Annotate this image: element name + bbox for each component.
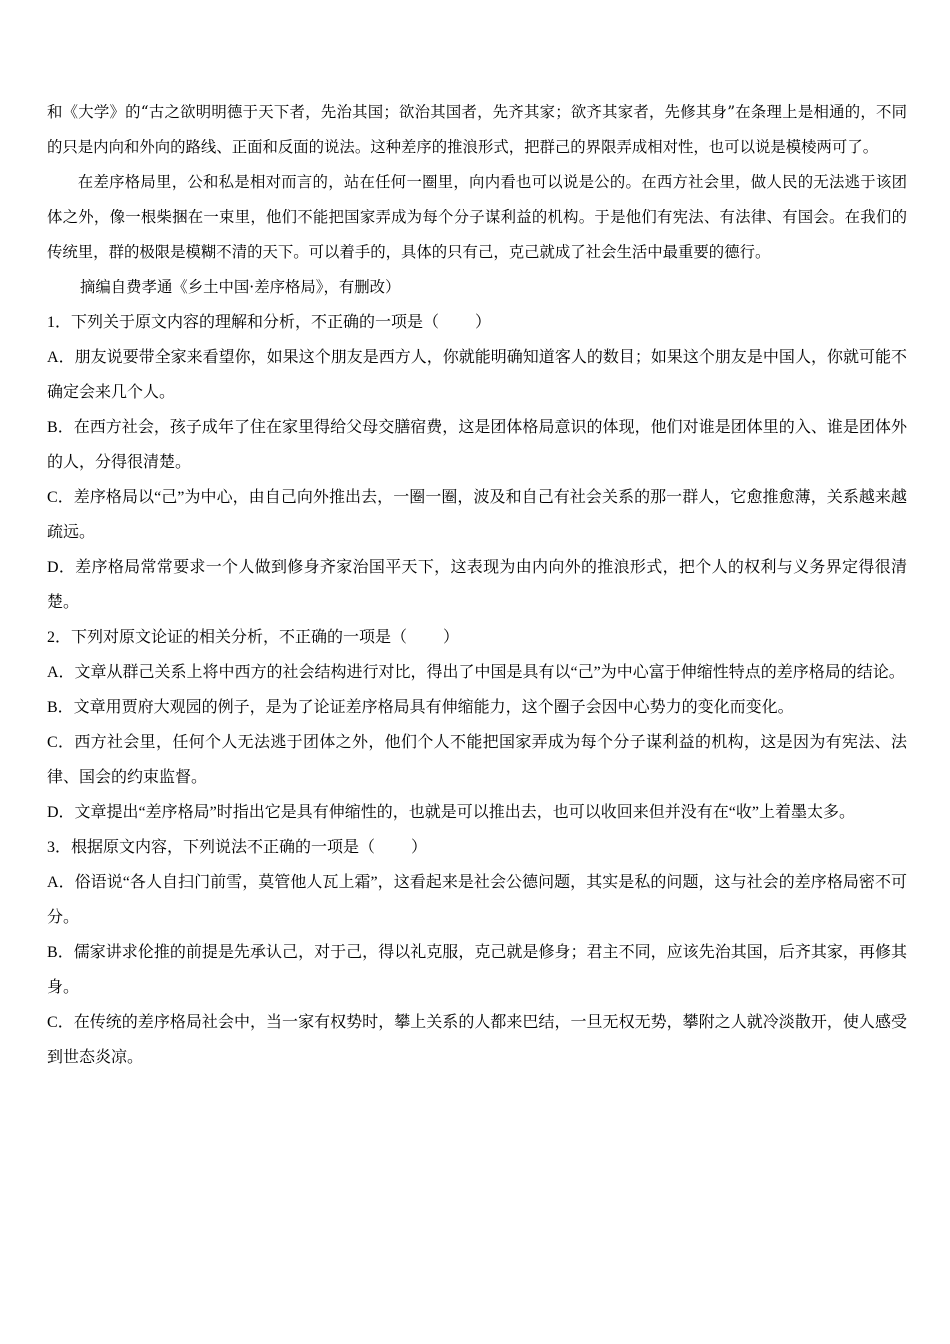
- question-2-option-c: C．西方社会里，任何个人无法逃于团体之外，他们个人不能把国家弄成为每个分子谋利益的机构，这是因为有宪法、法律、国会的约束监督。: [47, 734, 907, 786]
- question-1-option-d: D．差序格局常常要求一个人做到修身齐家治国平天下，这表现为由内向外的推浪形式，把个人的权利与义务界定得很清楚。: [47, 559, 907, 611]
- question-3-stem-text: 3．根据原文内容，下列说法不正确的一项是（: [47, 839, 376, 856]
- question-2-stem-text: 2．下列对原文论证的相关分析，不正确的一项是（: [47, 629, 408, 646]
- question-1-stem: [47, 305, 907, 340]
- question-3: [47, 830, 907, 1075]
- question-3-stem: [47, 830, 907, 865]
- question-2-stem-close: ）: [443, 629, 460, 646]
- question-2-option-d: D．文章提出“差序格局”时指出它是具有伸缩性的，也就是可以推出去，也可以收回来但并没有在“收”上着墨太多。: [47, 804, 855, 821]
- question-2-option-a: A．文章从群己关系上将中西方的社会结构进行对比，得出了中国是具有以“己”为中心富于伸缩性特点的差序格局的结论。: [47, 664, 905, 681]
- passage-paragraph-1: 和《大学》的“古之欲明明德于天下者，先治其国；欲治其国者，先齐其家；欲齐其家者，先修其身”在条理上是相通的，不同的只是内向和外向的路线、正面和反面的说法。这种差序的推浪形式，把群己的界限弄成相对性，也可以说是模棱两可了。: [47, 103, 907, 156]
- question-1-option-c: C．差序格局以“己”为中心，由自己向外推出去，一圈一圈，波及和自己有社会关系的那一群人，它愈推愈薄，关系越来越疏远。: [47, 489, 907, 541]
- question-1-stem-text: 1．下列关于原文内容的理解和分析，不正确的一项是（: [47, 314, 440, 331]
- question-3-option-b: B．儒家讲求伦推的前提是先承认己，对于己，得以礼克服，克己就是修身；君主不同，应该先治其国，后齐其家，再修其身。: [47, 944, 907, 996]
- question-3-option-c: C．在传统的差序格局社会中，当一家有权势时，攀上关系的人都来巴结，一旦无权无势，攀附之人就冷淡散开，使人感受到世态炎凉。: [47, 1014, 907, 1066]
- question-1: [47, 305, 907, 620]
- question-1-option-b: B．在西方社会，孩子成年了住在家里得给父母交膳宿费，这是团体格局意识的体现，他们对谁是团体里的入、谁是团体外的人，分得很清楚。: [47, 419, 907, 471]
- question-2: [47, 620, 907, 830]
- question-1-stem-close: ）: [475, 314, 492, 331]
- passage-paragraph-2: 在差序格局里，公和私是相对而言的，站在任何一圈里，向内看也可以说是公的。在西方社会里，做人民的无法逃于该团体之外，像一根柴捆在一束里，他们不能把国家弄成为每个分子谋利益的机构。于是他们有宪法、有法律、有国会。在我们的传统里，群的极限是模糊不清的天下。可以着手的，具体的只有己，克己就成了社会生活中最重要的德行。: [47, 173, 907, 261]
- question-1-option-a: A．朋友说要带全家来看望你，如果这个朋友是西方人，你就能明确知道客人的数目；如果这个朋友是中国人，你就可能不确定会来几个人。: [47, 349, 907, 401]
- passage-source: 摘编自费孝通《乡土中国·差序格局》，有删改）: [80, 278, 401, 296]
- question-3-option-a: A．俗语说“各人自扫门前雪，莫管他人瓦上霜”，这看起来是社会公德问题，其实是私的问题，这与社会的差序格局密不可分。: [47, 874, 907, 926]
- question-2-option-b: B．文章用贾府大观园的例子，是为了论证差序格局具有伸缩能力，这个圈子会因中心势力的变化而变化。: [47, 699, 794, 716]
- document-page: [47, 95, 907, 1075]
- question-3-stem-close: ）: [411, 839, 428, 856]
- question-2-stem: [47, 620, 907, 655]
